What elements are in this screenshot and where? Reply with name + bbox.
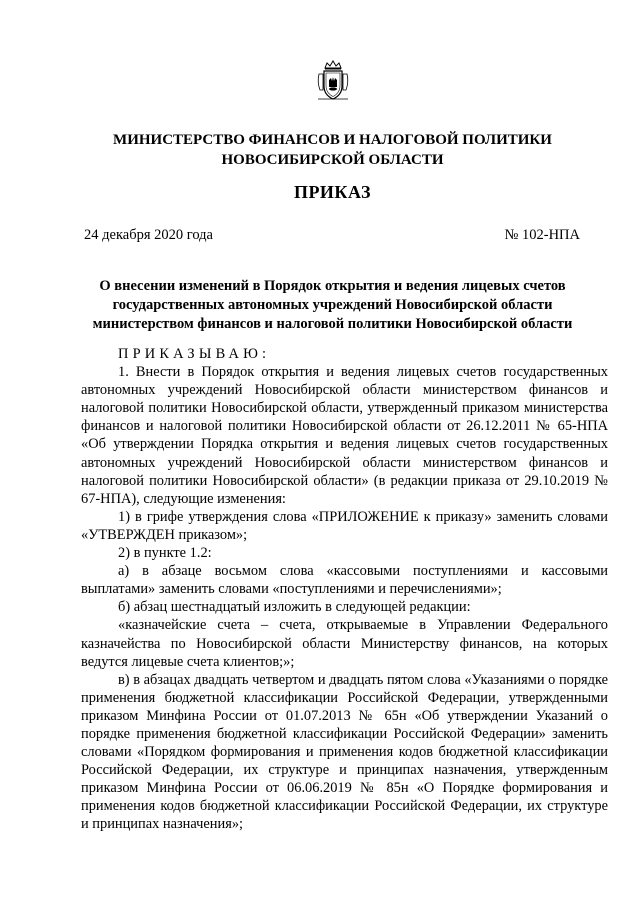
subject-line1: О внесении изменений в Порядок открытия и ведения лицевых счетов xyxy=(99,278,566,294)
document-type: ПРИКАЗ xyxy=(293,182,372,202)
order-word: ПРИКАЗЫВАЮ: xyxy=(118,346,271,362)
coat-of-arms-icon xyxy=(316,60,350,102)
body-paragraph: 1) в грифе утверждения слова «ПРИЛОЖЕНИЕ к приказу» заменить словами «УТВЕРЖДЕН приказом»; xyxy=(81,508,608,543)
ministry-name-line1: МИНИСТЕРСТВО ФИНАНСОВ И НАЛОГОВОЙ ПОЛИТИКИ xyxy=(113,132,552,148)
body-paragraph: а) в абзаце восьмом слова «кассовыми поступлениями и кассовыми выплатами» заменить словами «поступлениями и перечислениями»; xyxy=(81,563,608,598)
body-paragraph: б) абзац шестнадцатый изложить в следующей редакции: xyxy=(118,599,471,616)
document-date: 24 декабря 2020 года xyxy=(84,227,213,243)
subject-line2: государственных автономных учреждений Новосибирской области xyxy=(112,297,553,313)
body-paragraph: 2) в пункте 1.2: xyxy=(118,545,212,562)
ministry-name-line2: НОВОСИБИРСКОЙ ОБЛАСТИ xyxy=(221,152,444,168)
body-paragraph: 1. Внести в Порядок открытия и ведения лицевых счетов государственных автономных учреждений Новосибирской области министерством финансов и налоговой политики Новосибирской области, утвержденный приказом министерства финансов и налоговой политики Новосибирской области от 26.12.2011 № 65-НПА «Об утверждении Порядка открытия и ведения лицевых счетов государственных автономных учреждений Новосибирской области министерством финансов и налоговой политики Новосибирской области» (в редакции приказа от 29.10.2019 № 67-НПА), следующие изменения: xyxy=(81,364,608,507)
body-paragraph: в) в абзацах двадцать четвертом и двадцать пятом слова «Указаниями о порядке применения бюджетной классификации Российской Федерации, утвержденными приказом Минфина России от 01.07.2013 № 65н «Об утверждении Указаний о порядке применения бюджетной классификации Российской Федерации» заменить словами «Порядком формирования и применения кодов бюджетной классификации Российской Федерации, их структуре и принципах назначения, утвержденным приказом Минфина России от 06.06.2019 № 85н «О Порядке формирования и применения кодов бюджетной классификации Российской Федерации, их структуре и принципах назначения»; xyxy=(81,671,608,833)
document-body xyxy=(81,345,608,834)
ministry-name xyxy=(60,130,605,170)
document-number: № 102-НПА xyxy=(504,227,580,243)
subject-line3: министерством финансов и налоговой политики Новосибирской области xyxy=(92,316,573,332)
document-subject xyxy=(60,277,605,334)
body-paragraph: «казначейские счета – счета, открываемые в Управлении Федерального казначейства по Новосибирской области Министерству финансов, на которых ведутся лицевые счета клиентов;»; xyxy=(81,617,608,670)
